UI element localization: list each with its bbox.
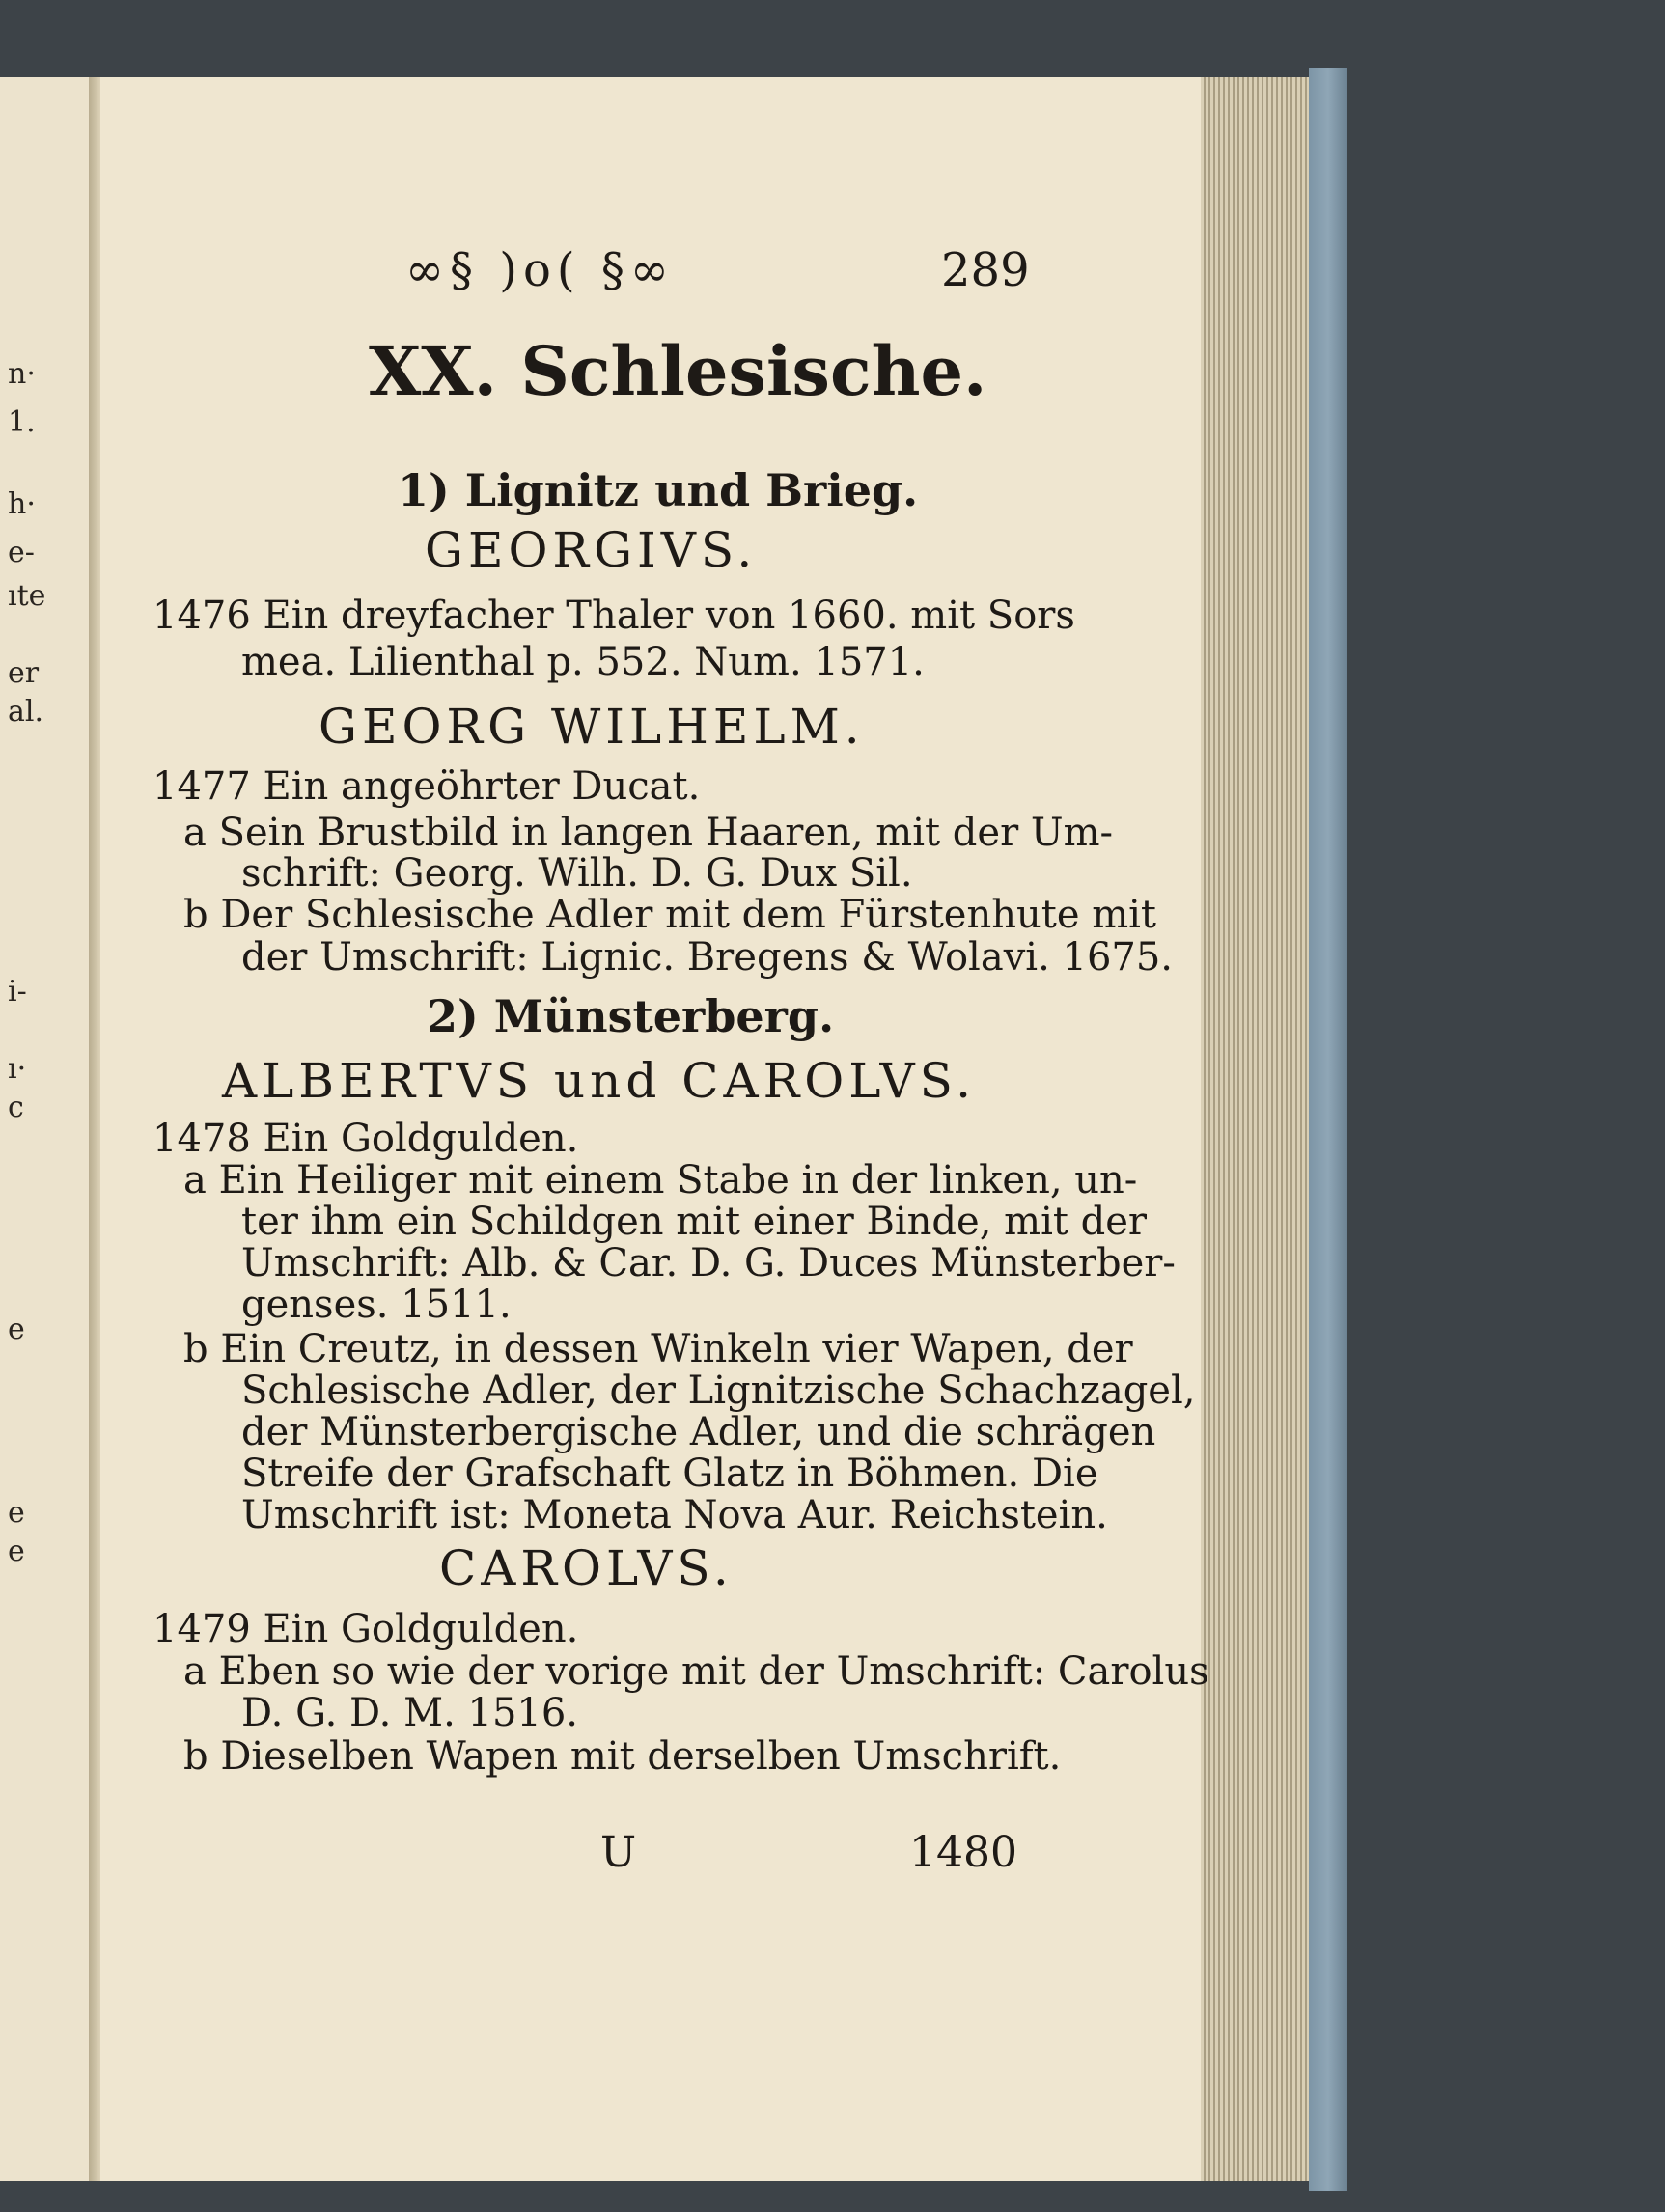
ruler-heading: CAROLVS. xyxy=(439,1540,734,1596)
left-fragment: 1. xyxy=(8,405,36,439)
entry-line: b Der Schlesische Adler mit dem Fürstenhute mit xyxy=(183,893,1157,937)
entry-line: 1477 Ein angeöhrter Ducat. xyxy=(153,764,701,809)
left-fragment: ı· xyxy=(8,1052,27,1086)
entry-line: D. G. D. M. 1516. xyxy=(241,1691,579,1735)
left-fragment: e xyxy=(8,1535,25,1568)
page-number: 289 xyxy=(941,243,1030,297)
left-fragment: e xyxy=(8,1496,25,1530)
entry-line: a Sein Brustbild in langen Haaren, mit der Um- xyxy=(183,811,1114,855)
header-ornament: ∞§ )o( §∞ xyxy=(405,243,675,297)
entry-line: b Dieselben Wapen mit derselben Umschrift. xyxy=(183,1734,1062,1779)
ruler-heading: ALBERTVS und CAROLVS. xyxy=(222,1053,976,1109)
catchword: 1480 xyxy=(909,1828,1017,1877)
entry-line: a Eben so wie der vorige mit der Umschrift: Carolus xyxy=(183,1649,1209,1694)
book-cover-edge xyxy=(1309,68,1347,2191)
entry-line: der Umschrift: Lignic. Bregens & Wolavi. 1675. xyxy=(241,935,1174,980)
entry-line: Schlesische Adler, der Lignitzische Schachzagel, xyxy=(241,1369,1196,1413)
left-fragment: al. xyxy=(8,695,44,729)
section-heading: 2) Münsterberg. xyxy=(427,990,835,1042)
left-fragment: n· xyxy=(8,357,36,391)
entry-line: 1476 Ein dreyfacher Thaler von 1660. mit Sors xyxy=(153,594,1075,638)
entry-line: genses. 1511. xyxy=(241,1283,512,1327)
entry-line: b Ein Creutz, in dessen Winkeln vier Wapen, der xyxy=(183,1327,1133,1371)
ruler-heading: GEORGIVS. xyxy=(425,522,758,578)
entry-line: Umschrift: Alb. & Car. D. G. Duces Münsterber- xyxy=(241,1241,1176,1286)
entry-line: 1478 Ein Goldgulden. xyxy=(153,1117,579,1161)
left-fragment: e xyxy=(8,1313,25,1346)
entry-line: Umschrift ist: Moneta Nova Aur. Reichstein. xyxy=(241,1493,1108,1537)
entry-line: ter ihm ein Schildgen mit einer Binde, mit der xyxy=(241,1200,1148,1244)
left-fragment: er xyxy=(8,656,40,690)
entry-line: Streife der Grafschaft Glatz in Böhmen. Die xyxy=(241,1452,1098,1496)
left-page-fragment xyxy=(0,77,95,2181)
left-fragment: i- xyxy=(8,975,27,1009)
entry-line: 1479 Ein Goldgulden. xyxy=(153,1607,579,1651)
chapter-title: XX. Schlesische. xyxy=(369,331,987,411)
entry-line: der Münsterbergische Adler, und die schrägen xyxy=(241,1410,1156,1454)
left-fragment: c xyxy=(8,1091,24,1124)
page-edges xyxy=(1201,77,1309,2181)
section-heading: 1) Lignitz und Brieg. xyxy=(398,464,919,516)
ruler-heading: GEORG WILHELM. xyxy=(319,699,865,755)
entry-line: a Ein Heiliger mit einem Stabe in der linken, un- xyxy=(183,1158,1138,1203)
entry-line: mea. Lilienthal p. 552. Num. 1571. xyxy=(241,640,925,684)
entry-line: schrift: Georg. Wilh. D. G. Dux Sil. xyxy=(241,851,913,896)
left-fragment: h· xyxy=(8,487,36,521)
left-fragment: e- xyxy=(8,536,35,569)
left-fragment: ıte xyxy=(8,579,46,613)
signature-mark: U xyxy=(600,1828,637,1877)
